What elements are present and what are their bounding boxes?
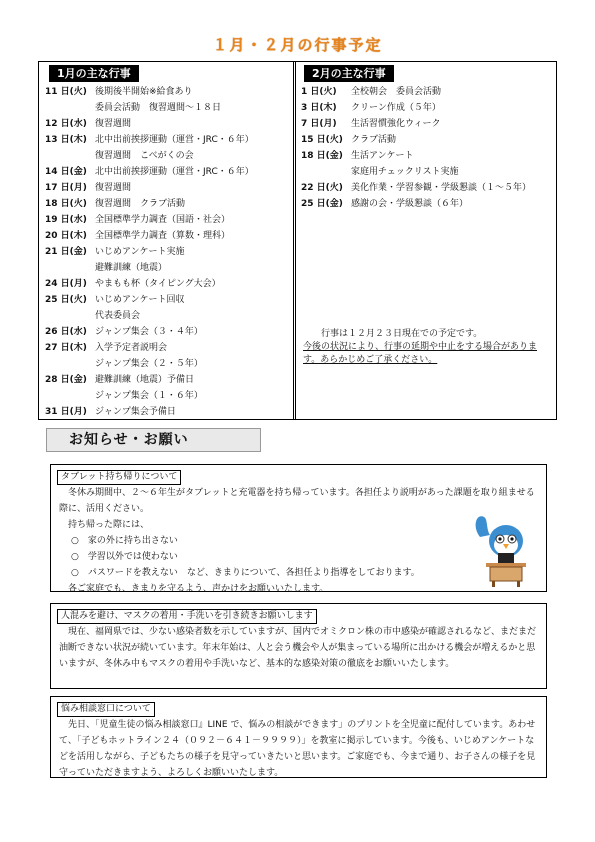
event-name: ジャンプ集会（２・５年） — [95, 359, 203, 369]
schedule-row — [45, 196, 289, 212]
schedule-row — [301, 84, 553, 100]
january-events — [45, 84, 289, 420]
schedule-row — [45, 340, 289, 356]
event-name: 復習週間 — [95, 119, 132, 129]
event-date: 25 日(火) — [45, 295, 87, 305]
february-heading: 2月の主な行事 — [304, 65, 394, 82]
schedule-row — [45, 180, 289, 196]
schedule-row — [45, 372, 289, 388]
note-line-1: 行事は１２月２３日現在での予定です。 — [321, 329, 483, 339]
schedule-row — [45, 116, 289, 132]
event-date: 31 日(月) — [45, 407, 87, 417]
event-name: やまもも杯（タイピング大会） — [95, 279, 221, 289]
event-name: 復習週間 クラブ活動 — [95, 199, 186, 209]
event-date: 19 日(水) — [45, 215, 87, 225]
event-name: 入学予定者説明会 — [95, 343, 168, 353]
event-name: ジャンプ集会（１・６年） — [95, 391, 203, 401]
schedule-row — [301, 100, 553, 116]
schedule-row — [45, 148, 289, 164]
february-events — [301, 84, 553, 212]
student-mascot-icon — [472, 507, 536, 587]
notices-banner: お知らせ・お願い — [46, 428, 261, 452]
event-date: 26 日(水) — [45, 327, 87, 337]
tablet-rule: ○ 家の外に持ち出さない — [71, 536, 178, 546]
event-date: 21 日(金) — [45, 247, 87, 257]
event-name: 避難訓練（地震） — [95, 263, 168, 273]
event-date: 25 日(金) — [301, 199, 343, 209]
event-date: 27 日(木) — [45, 343, 87, 353]
event-name: クリーン作成（５年） — [351, 103, 441, 113]
tablet-notice — [50, 464, 547, 592]
event-name: 復習週間 こべがくの会 — [95, 151, 194, 161]
event-name: ジャンプ集会予備日 — [95, 407, 176, 417]
schedule-row — [45, 388, 289, 404]
event-name: 代表委員会 — [95, 311, 141, 321]
event-name: 家庭用チェックリスト実施 — [351, 167, 459, 177]
schedule-table — [38, 61, 557, 420]
event-date: 18 日(火) — [45, 199, 87, 209]
event-date: 20 日(木) — [45, 231, 87, 241]
column-divider — [293, 62, 296, 419]
schedule-row — [45, 404, 289, 420]
schedule-row — [45, 276, 289, 292]
tablet-rule: ○ 学習以外では使わない — [71, 552, 178, 562]
schedule-row — [45, 100, 289, 116]
event-date: 13 日(木) — [45, 135, 87, 145]
mask-heading: 人混みを避け、マスクの着用・手洗いを引き続きお願いします — [57, 609, 317, 624]
event-name: 北中出前挨拶運動（運営・JRC・６年） — [95, 167, 254, 177]
schedule-row — [45, 212, 289, 228]
event-date: 12 日(水) — [45, 119, 87, 129]
schedule-row — [301, 196, 553, 212]
schedule-row — [301, 132, 553, 148]
event-name: 感謝の会・学級懇談（６年） — [351, 199, 469, 209]
event-date: 17 日(月) — [45, 183, 87, 193]
note-line-2: 今後の状況により、行事の延期や中止をする場合があります。あらかじめご了承ください。 — [303, 342, 538, 365]
event-name: いじめアンケート実施 — [95, 247, 185, 257]
event-name: 生活習慣強化ウィーク — [351, 119, 441, 129]
event-date: 14 日(金) — [45, 167, 87, 177]
schedule-row — [45, 356, 289, 372]
event-date: 7 日(月) — [301, 119, 337, 129]
consult-heading: 悩み相談窓口について — [57, 702, 155, 717]
event-name: 全国標準学力調査（国語・社会） — [95, 215, 231, 225]
event-name: いじめアンケート回収 — [95, 295, 185, 305]
event-name: クラブ活動 — [351, 135, 397, 145]
schedule-row — [45, 260, 289, 276]
schedule-row — [301, 116, 553, 132]
event-name: 委員会活動 復習週間～１８日 — [95, 103, 222, 113]
page-title: １月・２月の行事予定 — [212, 36, 383, 54]
schedule-note — [303, 328, 553, 367]
event-name: 避難訓練（地震）予備日 — [95, 375, 195, 385]
schedule-row — [45, 244, 289, 260]
tablet-rule: ○ パスワードを教えない など、きまりについて、各担任より指導をしております。 — [71, 568, 420, 578]
schedule-row — [301, 164, 553, 180]
event-date: 3 日(木) — [301, 103, 337, 113]
event-date: 1 日(火) — [301, 87, 337, 97]
schedule-row — [301, 180, 553, 196]
event-name: 後期後半開始※給食あり — [95, 87, 193, 97]
tablet-para-2: 持ち帰った際には、 — [68, 520, 150, 530]
schedule-row — [45, 308, 289, 324]
schedule-row — [45, 228, 289, 244]
event-date: 15 日(火) — [301, 135, 343, 145]
schedule-row — [45, 84, 289, 100]
consult-para: 先日、「児童生徒の悩み相談窓口』LINE で、悩みの相談ができます」のプリントを全児童に配付しています。あわせて、「子どもホットライン２４（０９２－６４１－９９９９）」を教室に掲示しています。今後も、いじめアンケートなどを活用しながら、子どもたちの様子を見守っていきたいと思います。ご家庭でも、今まで通り、お子さんの様子を見守っていただきますよう、よろしくお願いいたします。 — [59, 720, 536, 778]
event-name: 美化作業・学習参観・学級懇談（１～５年） — [351, 183, 532, 193]
event-date: 28 日(金) — [45, 375, 87, 385]
schedule-row — [45, 324, 289, 340]
event-date: 22 日(火) — [301, 183, 343, 193]
tablet-para-1: 冬休み期間中、２～６年生がタブレットと充電器を持ち帰っています。各担任より説明があった課題を取り組ませる際に、活用ください。 — [59, 488, 535, 514]
january-heading: 1月の主な行事 — [49, 65, 139, 82]
event-name: ジャンプ集会（３・４年） — [95, 327, 203, 337]
schedule-row — [45, 164, 289, 180]
mask-notice — [50, 603, 547, 689]
schedule-row — [301, 148, 553, 164]
event-name: 北中出前挨拶運動（運営・JRC・６年） — [95, 135, 254, 145]
event-name: 全国標準学力調査（算数・理科） — [95, 231, 231, 241]
tablet-para-3: 各ご家庭でも、きまりを守るよう、声かけをお願いいたします。 — [68, 584, 329, 594]
tablet-rules — [59, 533, 540, 581]
event-date: 18 日(金) — [301, 151, 343, 161]
event-date: 24 日(月) — [45, 279, 87, 289]
event-date: 11 日(火) — [45, 87, 87, 97]
mask-para: 現在、福岡県では、少ない感染者数を示していますが、国内でオミクロン株の市中感染が確認されるなど、まだまだ油断できない状況が続いています。年末年始は、人と会う機会や人が集まっている場所に出かける機会が増えるかと思いますが、冬休み中もマスクの着用や手洗いなど、基本的な感染対策の徹底をお願いいたします。 — [59, 627, 537, 669]
event-name: 復習週間 — [95, 183, 132, 193]
consult-notice — [50, 696, 547, 778]
schedule-row — [45, 132, 289, 148]
tablet-heading: タブレット持ち帰りについて — [57, 470, 181, 485]
event-name: 全校朝会 委員会活動 — [351, 87, 442, 97]
schedule-row — [45, 292, 289, 308]
event-name: 生活アンケート — [351, 151, 414, 161]
